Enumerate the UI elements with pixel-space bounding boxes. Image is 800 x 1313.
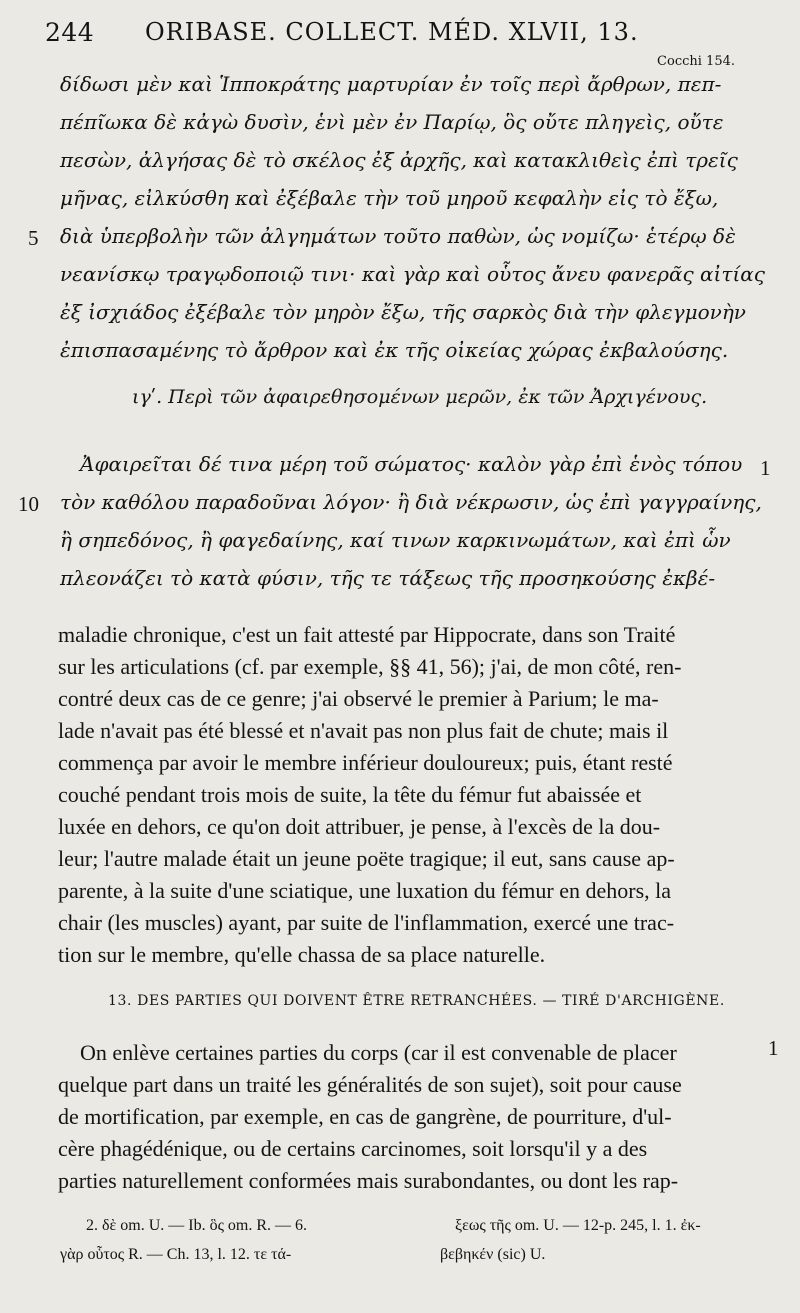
section-number-1: 1 [768,1036,779,1060]
greek-line: πέπῖωκα δὲ κἀγὼ δυσὶν, ἑνὶ μὲν ἐν Παρίῳ, ὃς οὔτε πληγεὶς, οὔτε [60,110,724,134]
french-line: sur les articulations (cf. par exemple, §§ 41, 56); j'ai, de mon côté, ren- [58,654,682,679]
running-head: ORIBASE. COLLECT. MÉD. XLVII, 13. [145,18,639,46]
french-section-title: 13. DES PARTIES QUI DOIVENT ÊTRE RETRANCHÉES. — TIRÉ D'ARCHIGÈNE. [108,993,725,1009]
greek-line: ἐξ ἰσχιάδος ἐξέβαλε τὸν μηρὸν ἔξω, τῆς σαρκὸς διὰ τὴν φλεγμονὴν [60,300,746,324]
french-line: commença par avoir le membre inférieur douloureux; puis, étant resté [58,750,673,775]
french-line: parente, à la suite d'une sciatique, une luxation du fémur en dehors, la [58,878,672,903]
french-line: On enlève certaines parties du corps (car il est convenable de placer [80,1040,677,1065]
french-line: quelque part dans un traité les généralités de son sujet), soit pour cause [58,1072,682,1097]
greek-line: ἐπισπασαμένης τὸ ἄρθρον καὶ ἐκ τῆς οἰκείας χώρας ἐκβαλούσης. [60,338,729,362]
greek-line: μῆνας, εἰλκύσθη καὶ ἐξέβαλε τὴν τοῦ μηροῦ κεφαλὴν εἰς τὸ ἔξω, [60,186,719,210]
greek-line: τὸν καθόλου παραδοῦναι λόγον· ἢ διὰ νέκρωσιν, ὡς ἐπὶ γαγγραίνης, [60,490,762,514]
french-line: contré deux cas de ce genre; j'ai observé le premier à Parium; le ma- [58,686,659,711]
page-header [45,18,765,69]
french-line: chair (les muscles) ayant, par suite de l'inflammation, exercé une trac- [58,910,675,935]
french-line: maladie chronique, c'est un fait attesté par Hippocrate, dans son Traité [58,622,676,647]
french-line: couché pendant trois mois de suite, la tête du fémur fut abaissée et [58,782,642,807]
line-number-5: 5 [28,226,39,250]
french-line: tion sur le membre, qu'elle chassa de sa place naturelle. [58,942,546,967]
french-line: parties naturellement conformées mais surabondantes, ou dont les rap- [58,1168,679,1193]
greek-line: ἢ σηπεδόνος, ἢ φαγεδαίνης, καί τινων καρκινωμάτων, καὶ ἐπὶ ὧν [60,528,731,552]
footnote-line: γὰρ οὗτος R. — Ch. 13, l. 12. τε τά- [60,1246,292,1263]
section-number-1: 1 [760,456,771,480]
greek-line: δίδωσι μὲν καὶ Ἱπποκράτης μαρτυρίαν ἐν τοῖς περὶ ἄρθρων, πεπ- [60,72,722,96]
french-line: leur; l'autre malade était un jeune poëte tragique; il eut, sans cause ap- [58,846,675,871]
greek-line: διὰ ὑπερβολὴν τῶν ἀλγημάτων τοῦτο παθὼν, ὡς νομίζω· ἑτέρῳ δὲ [60,224,736,248]
french-line: lade n'avait pas été blessé et n'avait pas non plus fait de chute; mais il [58,718,669,743]
greek-line: πλεονάζει τὸ κατὰ φύσιν, τῆς τε τάξεως τῆς προσηκούσης ἐκβέ- [60,566,716,590]
greek-line: νεανίσκῳ τραγῳδοποιῷ τινι· καὶ γὰρ καὶ οὗτος ἄνευ φανερᾶς αἰτίας [60,262,765,286]
greek-line: Ἀφαιρεῖται δέ τινα μέρη τοῦ σώματος· καλὸν γὰρ ἐπὶ ἑνὸς τόπου [80,452,743,476]
french-line: de mortification, par exemple, en cas de gangrène, de pourriture, d'ul- [58,1104,672,1129]
footnote-line: 2. δὲ om. U. — Ib. ὃς om. R. — 6. [86,1217,308,1234]
page-number: 244 [45,18,95,47]
french-line: luxée en dehors, ce qu'on doit attribuer, je pense, à l'excès de la dou- [58,814,661,839]
footnote-line: βεβηκέν (sic) U. [440,1246,546,1263]
greek-line: πεσὼν, ἀλγήσας δὲ τὸ σκέλος ἐξ ἀρχῆς, καὶ κατακλιθεὶς ἐπὶ τρεῖς [60,148,738,172]
cocchi-reference: Cocchi 154. [657,54,735,69]
french-line: cère phagédénique, ou de certains carcinomes, soit lorsqu'il y a des [58,1136,648,1161]
footnote-line: ξεως τῆς om. U. — 12-p. 245, l. 1. ἐκ- [455,1217,701,1234]
greek-section-title: ιγʹ. Περὶ τῶν ἀφαιρεθησομένων μερῶν, ἐκ τῶν Ἀρχιγένους. [132,386,708,408]
line-number-10: 10 [18,492,39,516]
